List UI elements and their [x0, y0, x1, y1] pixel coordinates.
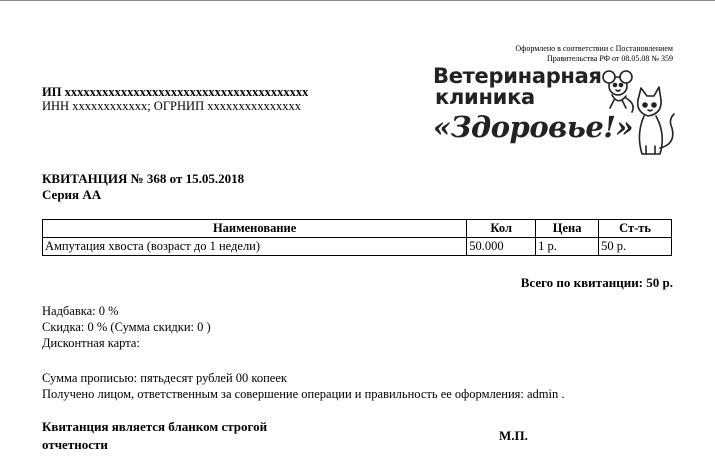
logo-text-line3: «Здоровье!»	[433, 110, 634, 144]
receipt-total: Всего по квитанции: 50 р.	[520, 275, 673, 290]
amount-in-words: Сумма прописью: пятьдесят рублей 00 копеек	[42, 371, 287, 385]
discount-line: Скидка: 0 % (Сумма скидки: 0 )	[42, 320, 211, 334]
strict-form-notice: Квитанция является бланком строгой отчетности	[42, 419, 268, 452]
markup-line: Надбавка: 0 %	[42, 304, 119, 318]
logo-text-line2: клиника	[435, 85, 535, 109]
column-header-qty: Кол	[467, 220, 536, 238]
entrepreneur-name: ИП xxxxxxxxxxxxxxxxxxxxxxxxxxxxxxxxxxxxxxx	[42, 85, 309, 99]
stamp-place: М.П.	[499, 428, 528, 443]
regulation-note-line1: Оформлено в соответствии с Постановлением	[515, 44, 673, 53]
column-header-price: Цена	[536, 220, 599, 238]
inn-ogrnip: ИНН xxxxxxxxxxxx; ОГРНИП xxxxxxxxxxxxxxx	[42, 99, 301, 113]
column-header-cost: Ст-ть	[599, 220, 672, 238]
discount-card-line: Дисконтная карта:	[42, 336, 140, 350]
regulation-note-line2: Правительства РФ от 08.05.08 № 359	[547, 54, 673, 63]
receipt-title: КВИТАНЦИЯ № 368 от 15.05.2018	[42, 171, 245, 186]
cell-cost: 50 р.	[599, 238, 672, 256]
table-row	[43, 238, 672, 256]
items-table	[42, 219, 672, 256]
table-header-row	[43, 220, 672, 238]
cat-and-mouse-icon	[588, 64, 680, 160]
column-header-name: Наименование	[43, 220, 467, 238]
cell-qty: 50.000	[467, 238, 536, 256]
cell-price: 1 р.	[536, 238, 599, 256]
received-by-line: Получено лицом, ответственным за совершение операции и правильность ее оформления: admin .	[42, 387, 565, 401]
receipt-series: Серия АА	[42, 187, 102, 202]
page-top-border	[0, 0, 715, 1]
clinic-logo	[433, 64, 681, 160]
cell-name: Ампутация хвоста (возраст до 1 недели)	[43, 238, 467, 256]
logo-text-line1: Ветеринарная	[433, 64, 602, 88]
